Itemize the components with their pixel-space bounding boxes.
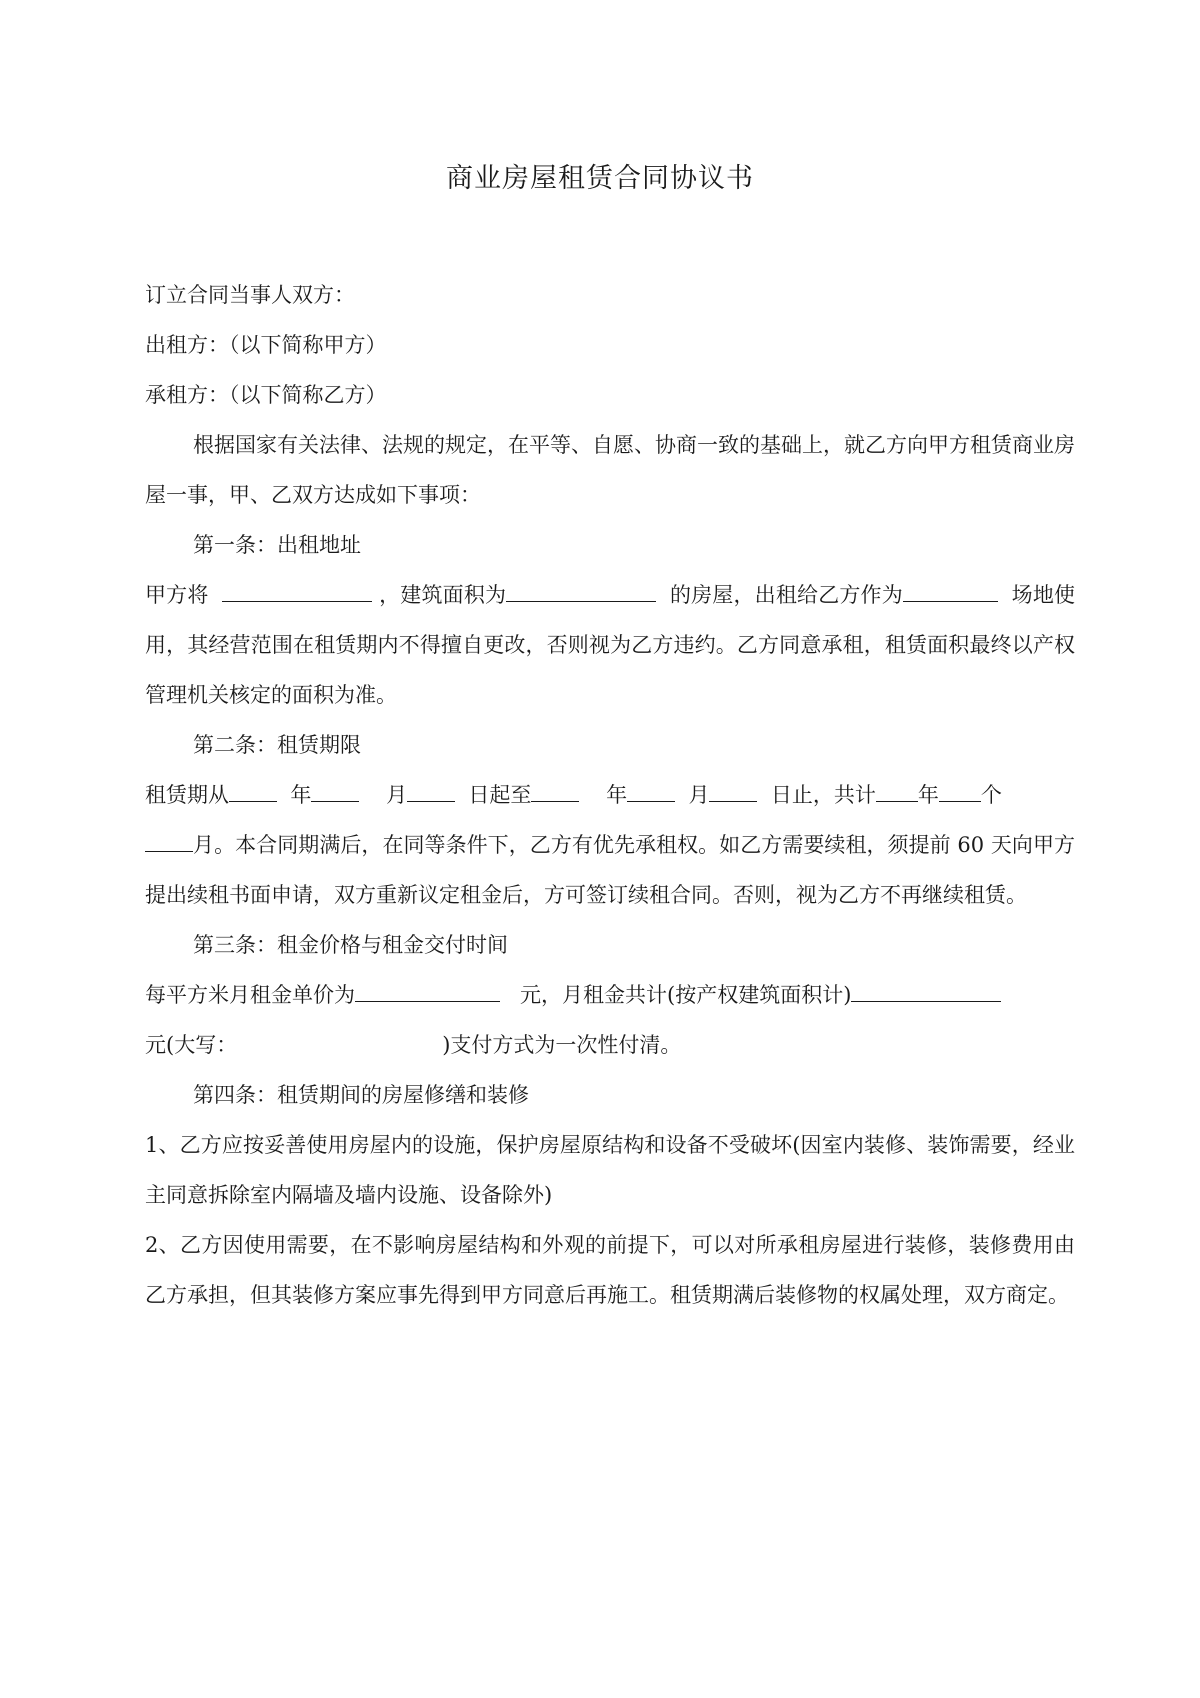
- art3-text-3: 元(大写：: [145, 1033, 238, 1057]
- document-body: [145, 270, 1075, 1320]
- art3-text-2: 元，月租金共计(按产权建筑面积计): [520, 983, 852, 1007]
- art1-text-4: 场地使用，其经营范围在租赁期内不得擅自更改，否则视为乙方违约。乙方同意承租，租赁面积最终以产权管理机关核定的面积为准。: [145, 583, 1076, 707]
- start-year-blank: [229, 779, 277, 802]
- address-blank: [222, 579, 372, 602]
- art3-text-1: 每平方米月租金单价为: [145, 983, 355, 1007]
- article-4-item-2: 2、乙方因使用需要，在不影响房屋结构和外观的前提下，可以对所承租房屋进行装修，装修费用由乙方承担，但其装修方案应事先得到甲方同意后再施工。租赁期满后装修物的权属处理，双方商定。: [145, 1233, 1075, 1307]
- art2-text-1: 租赁期从: [145, 783, 229, 807]
- art2-text-10: 月。本合同期满后，在同等条件下，乙方有优先承租权。如乙方需要续租，须提前 60 天向甲方提出续租书面申请，双方重新议定租金后，方可签订续租合同。否则，视为乙方不再继续租赁。: [145, 833, 1075, 907]
- art2-text-9: 个: [980, 783, 1002, 807]
- end-month-blank: [627, 779, 675, 802]
- art1-text-1: 甲方将: [145, 583, 209, 607]
- art2-text-4: 日起至: [468, 783, 532, 807]
- extra-blank: [939, 779, 981, 802]
- article-1-heading: 第一条：出租地址: [193, 533, 361, 557]
- parties-heading: 订立合同当事人双方：: [145, 283, 355, 307]
- lessor-line: 出租方：（以下简称甲方）: [145, 333, 387, 357]
- end-day-blank: [709, 779, 757, 802]
- start-day-blank: [407, 779, 455, 802]
- article-3-body: [145, 970, 1075, 1070]
- article-4-item-1: 1、乙方应按妥善使用房屋内的设施，保护房屋原结构和设备不受破坏(因室内装修、装饰需要，经业主同意拆除室内隔墙及墙内设施、设备除外): [145, 1133, 1075, 1207]
- art2-text-3: 月: [386, 783, 408, 807]
- art2-text-2: 年: [290, 783, 312, 807]
- article-3-heading: 第三条：租金价格与租金交付时间: [193, 933, 508, 957]
- article-4-heading: 第四条：租赁期间的房屋修缮和装修: [193, 1083, 529, 1107]
- art1-text-2: ，建筑面积为: [379, 583, 507, 607]
- total-months-blank: [145, 829, 193, 852]
- start-month-blank: [311, 779, 359, 802]
- intro-paragraph: 根据国家有关法律、法规的规定，在平等、自愿、协商一致的基础上，就乙方向甲方租赁商业房屋一事，甲、乙双方达成如下事项：: [145, 433, 1075, 507]
- art2-text-5: 年: [606, 783, 628, 807]
- lessee-line: 承租方：（以下简称乙方）: [145, 383, 387, 407]
- total-years-blank: [876, 779, 918, 802]
- art2-text-6: 月: [688, 783, 710, 807]
- end-year-blank: [531, 779, 579, 802]
- art2-text-7: 日止，共计: [770, 783, 876, 807]
- monthly-rent-blank: [851, 979, 1001, 1002]
- document-title: 商业房屋租赁合同协议书: [446, 163, 754, 194]
- unit-price-blank: [355, 979, 500, 1002]
- art3-text-4: )支付方式为一次性付清。: [442, 1033, 682, 1057]
- article-2-body: [145, 770, 1075, 920]
- article-2-heading: 第二条：租赁期限: [193, 733, 361, 757]
- article-1-body: [145, 570, 1075, 720]
- purpose-blank: [903, 579, 998, 602]
- art2-text-8: 年: [917, 783, 939, 807]
- art1-text-3: 的房屋，出租给乙方作为: [669, 583, 903, 607]
- area-blank: [506, 579, 656, 602]
